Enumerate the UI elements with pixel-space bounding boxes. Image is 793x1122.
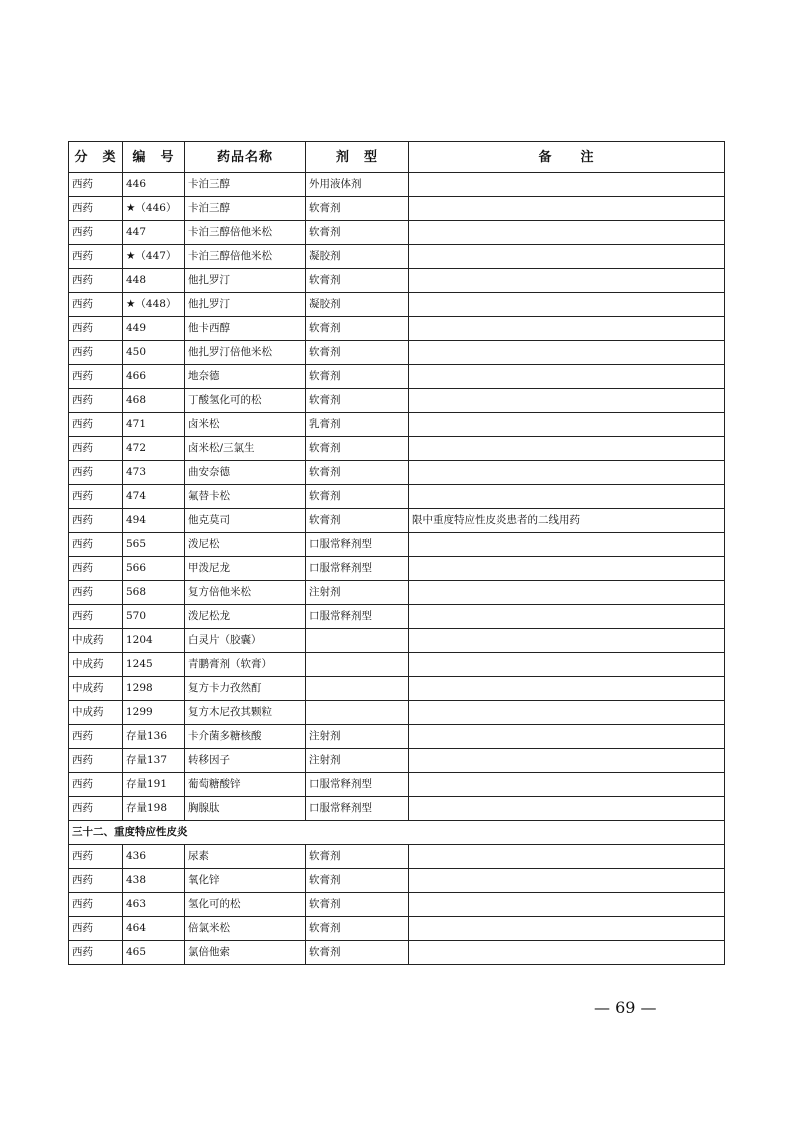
cell-drug-name: 氧化锌 [185, 869, 306, 893]
cell-category: 西药 [69, 605, 123, 629]
header-drug-name: 药品名称 [185, 142, 306, 173]
cell-drug-name: 复方卡力孜然酊 [185, 677, 306, 701]
cell-drug-name: 卡介菌多糖核酸 [185, 725, 306, 749]
cell-dosage-form: 口服常释剂型 [306, 773, 409, 797]
cell-number: 存量137 [123, 749, 185, 773]
cell-number: 449 [123, 317, 185, 341]
cell-dosage-form: 注射剂 [306, 749, 409, 773]
cell-category: 西药 [69, 845, 123, 869]
cell-drug-name: 卡泊三醇 [185, 197, 306, 221]
table-row [69, 317, 725, 341]
table-row [69, 773, 725, 797]
cell-dosage-form: 软膏剂 [306, 197, 409, 221]
cell-number: 436 [123, 845, 185, 869]
table-row [69, 269, 725, 293]
cell-number: 566 [123, 557, 185, 581]
cell-category: 西药 [69, 773, 123, 797]
table-row [69, 797, 725, 821]
cell-category: 西药 [69, 173, 123, 197]
cell-number: 存量191 [123, 773, 185, 797]
cell-category: 西药 [69, 437, 123, 461]
cell-category: 西药 [69, 893, 123, 917]
cell-number: 446 [123, 173, 185, 197]
cell-category: 中成药 [69, 677, 123, 701]
cell-category: 中成药 [69, 653, 123, 677]
table-row [69, 725, 725, 749]
cell-drug-name: 地奈德 [185, 365, 306, 389]
table-row [69, 197, 725, 221]
cell-category: 西药 [69, 917, 123, 941]
cell-drug-name: 氯倍他索 [185, 941, 306, 965]
cell-remarks [409, 557, 725, 581]
cell-remarks [409, 341, 725, 365]
cell-category: 西药 [69, 941, 123, 965]
cell-dosage-form: 软膏剂 [306, 893, 409, 917]
cell-category: 西药 [69, 725, 123, 749]
cell-number: 450 [123, 341, 185, 365]
cell-drug-name: 他卡西醇 [185, 317, 306, 341]
cell-remarks [409, 293, 725, 317]
cell-dosage-form [306, 653, 409, 677]
cell-number: 463 [123, 893, 185, 917]
cell-dosage-form [306, 629, 409, 653]
table-row [69, 245, 725, 269]
table-row [69, 701, 725, 725]
cell-dosage-form: 软膏剂 [306, 941, 409, 965]
cell-number: 438 [123, 869, 185, 893]
cell-dosage-form: 外用液体剂 [306, 173, 409, 197]
header-remarks: 备 注 [409, 142, 725, 173]
cell-drug-name: 卡泊三醇倍他米松 [185, 221, 306, 245]
cell-remarks [409, 485, 725, 509]
cell-remarks [409, 365, 725, 389]
cell-number: 466 [123, 365, 185, 389]
cell-drug-name: 复方木尼孜其颗粒 [185, 701, 306, 725]
cell-category: 西药 [69, 365, 123, 389]
cell-dosage-form: 软膏剂 [306, 509, 409, 533]
cell-remarks [409, 893, 725, 917]
cell-category: 中成药 [69, 629, 123, 653]
cell-category: 西药 [69, 533, 123, 557]
cell-drug-name: 复方倍他米松 [185, 581, 306, 605]
cell-dosage-form: 注射剂 [306, 725, 409, 749]
cell-dosage-form: 软膏剂 [306, 485, 409, 509]
cell-number: 472 [123, 437, 185, 461]
cell-category: 西药 [69, 245, 123, 269]
table-row [69, 605, 725, 629]
table-row [69, 413, 725, 437]
table-row [69, 389, 725, 413]
cell-dosage-form: 凝胶剂 [306, 245, 409, 269]
table-row [69, 917, 725, 941]
cell-dosage-form: 软膏剂 [306, 869, 409, 893]
cell-drug-name: 卡泊三醇倍他米松 [185, 245, 306, 269]
cell-remarks: 限中重度特应性皮炎患者的二线用药 [409, 509, 725, 533]
cell-number: 568 [123, 581, 185, 605]
cell-drug-name: 白灵片（胶囊） [185, 629, 306, 653]
cell-remarks [409, 725, 725, 749]
table-row [69, 653, 725, 677]
cell-number: 1204 [123, 629, 185, 653]
table-row [69, 629, 725, 653]
cell-dosage-form: 软膏剂 [306, 317, 409, 341]
cell-remarks [409, 197, 725, 221]
cell-number: 447 [123, 221, 185, 245]
cell-drug-name: 青鹏膏剂（软膏） [185, 653, 306, 677]
cell-remarks [409, 653, 725, 677]
table-row [69, 221, 725, 245]
table-row [69, 869, 725, 893]
cell-remarks [409, 389, 725, 413]
cell-number: 1299 [123, 701, 185, 725]
header-row [69, 142, 725, 173]
cell-drug-name: 卤米松 [185, 413, 306, 437]
cell-remarks [409, 173, 725, 197]
cell-category: 西药 [69, 341, 123, 365]
cell-dosage-form: 软膏剂 [306, 341, 409, 365]
cell-category: 西药 [69, 461, 123, 485]
cell-category: 西药 [69, 413, 123, 437]
table-row [69, 557, 725, 581]
cell-category: 西药 [69, 293, 123, 317]
cell-dosage-form: 软膏剂 [306, 389, 409, 413]
cell-remarks [409, 677, 725, 701]
cell-category: 西药 [69, 221, 123, 245]
section-title: 三十二、重度特应性皮炎 [69, 821, 725, 845]
table-row [69, 365, 725, 389]
cell-dosage-form: 口服常释剂型 [306, 533, 409, 557]
cell-category: 西药 [69, 197, 123, 221]
cell-number: ★（447） [123, 245, 185, 269]
table-header [69, 142, 725, 173]
cell-drug-name: 他克莫司 [185, 509, 306, 533]
cell-number: 471 [123, 413, 185, 437]
table-body [69, 173, 725, 965]
cell-number: 494 [123, 509, 185, 533]
cell-category: 西药 [69, 317, 123, 341]
cell-remarks [409, 581, 725, 605]
table-row [69, 437, 725, 461]
section-row [69, 821, 725, 845]
cell-number: 1298 [123, 677, 185, 701]
cell-remarks [409, 701, 725, 725]
cell-drug-name: 尿素 [185, 845, 306, 869]
cell-category: 西药 [69, 869, 123, 893]
cell-remarks [409, 269, 725, 293]
cell-dosage-form: 凝胶剂 [306, 293, 409, 317]
cell-drug-name: 倍氯米松 [185, 917, 306, 941]
cell-drug-name: 泼尼松龙 [185, 605, 306, 629]
table-row [69, 845, 725, 869]
cell-remarks [409, 245, 725, 269]
table-row [69, 533, 725, 557]
table-row [69, 941, 725, 965]
cell-dosage-form: 软膏剂 [306, 845, 409, 869]
cell-drug-name: 甲泼尼龙 [185, 557, 306, 581]
cell-remarks [409, 917, 725, 941]
cell-number: 570 [123, 605, 185, 629]
table-row [69, 341, 725, 365]
cell-dosage-form: 口服常释剂型 [306, 797, 409, 821]
table-row [69, 461, 725, 485]
header-category: 分 类 [69, 142, 123, 173]
cell-category: 西药 [69, 269, 123, 293]
cell-dosage-form: 乳膏剂 [306, 413, 409, 437]
cell-number: 448 [123, 269, 185, 293]
table-row [69, 893, 725, 917]
cell-drug-name: 胸腺肽 [185, 797, 306, 821]
cell-dosage-form [306, 701, 409, 725]
cell-number: 473 [123, 461, 185, 485]
cell-category: 西药 [69, 557, 123, 581]
cell-number: 存量198 [123, 797, 185, 821]
cell-drug-name: 泼尼松 [185, 533, 306, 557]
cell-remarks [409, 317, 725, 341]
cell-number: 465 [123, 941, 185, 965]
cell-drug-name: 他扎罗汀 [185, 269, 306, 293]
cell-dosage-form: 软膏剂 [306, 221, 409, 245]
table-row [69, 509, 725, 533]
cell-category: 西药 [69, 389, 123, 413]
cell-remarks [409, 749, 725, 773]
cell-category: 西药 [69, 797, 123, 821]
cell-drug-name: 他扎罗汀 [185, 293, 306, 317]
cell-dosage-form: 软膏剂 [306, 461, 409, 485]
cell-number: 1245 [123, 653, 185, 677]
cell-category: 西药 [69, 749, 123, 773]
header-dosage-form: 剂 型 [306, 142, 409, 173]
cell-drug-name: 丁酸氢化可的松 [185, 389, 306, 413]
cell-remarks [409, 437, 725, 461]
cell-remarks [409, 629, 725, 653]
cell-number: 468 [123, 389, 185, 413]
table-row [69, 293, 725, 317]
cell-category: 西药 [69, 509, 123, 533]
cell-drug-name: 曲安奈德 [185, 461, 306, 485]
page-number: — 69 — [594, 998, 657, 1017]
table-row [69, 677, 725, 701]
cell-category: 中成药 [69, 701, 123, 725]
table-row [69, 485, 725, 509]
cell-dosage-form: 软膏剂 [306, 365, 409, 389]
cell-dosage-form: 软膏剂 [306, 917, 409, 941]
cell-remarks [409, 941, 725, 965]
cell-drug-name: 氢化可的松 [185, 893, 306, 917]
cell-number: 存量136 [123, 725, 185, 749]
cell-category: 西药 [69, 485, 123, 509]
table-row [69, 173, 725, 197]
cell-dosage-form: 注射剂 [306, 581, 409, 605]
cell-dosage-form: 软膏剂 [306, 269, 409, 293]
cell-number: 464 [123, 917, 185, 941]
cell-drug-name: 葡萄糖酸锌 [185, 773, 306, 797]
cell-drug-name: 他扎罗汀倍他米松 [185, 341, 306, 365]
table-row [69, 581, 725, 605]
cell-remarks [409, 605, 725, 629]
cell-remarks [409, 797, 725, 821]
header-number: 编 号 [123, 142, 185, 173]
drug-table [68, 141, 725, 965]
cell-number: ★（446） [123, 197, 185, 221]
cell-category: 西药 [69, 581, 123, 605]
cell-remarks [409, 773, 725, 797]
cell-remarks [409, 533, 725, 557]
cell-dosage-form: 口服常释剂型 [306, 557, 409, 581]
cell-remarks [409, 845, 725, 869]
cell-remarks [409, 221, 725, 245]
cell-drug-name: 卡泊三醇 [185, 173, 306, 197]
cell-remarks [409, 869, 725, 893]
cell-drug-name: 氟替卡松 [185, 485, 306, 509]
cell-dosage-form: 口服常释剂型 [306, 605, 409, 629]
cell-number: ★（448） [123, 293, 185, 317]
cell-number: 474 [123, 485, 185, 509]
cell-dosage-form: 软膏剂 [306, 437, 409, 461]
cell-drug-name: 卤米松/三氯生 [185, 437, 306, 461]
cell-drug-name: 转移因子 [185, 749, 306, 773]
cell-number: 565 [123, 533, 185, 557]
cell-remarks [409, 413, 725, 437]
cell-dosage-form [306, 677, 409, 701]
table-row [69, 749, 725, 773]
cell-remarks [409, 461, 725, 485]
